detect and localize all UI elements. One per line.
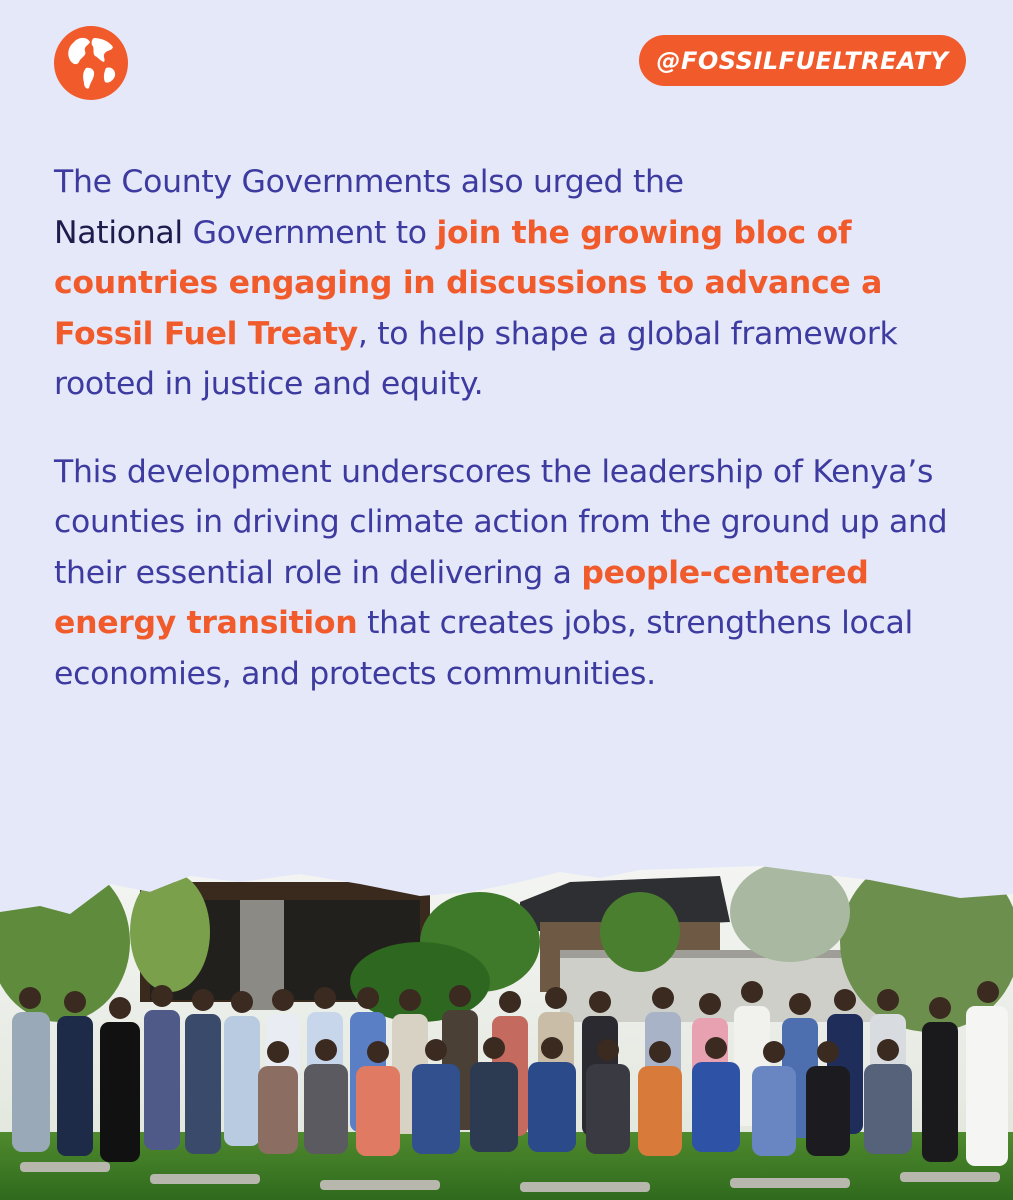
p1-text-1: The County Governments also urged the: [54, 164, 684, 200]
p2-highlight: people-centered energy transition: [54, 554, 869, 641]
paragraph-2: [54, 447, 954, 700]
p2-text-1: This development underscores the leadership of Kenya’s counties in driving climate action from the ground up and their essential role in delivering a: [54, 453, 948, 591]
social-handle-badge[interactable]: @FOSSILFUELTREATY: [639, 35, 966, 86]
p1-text-2: National: [54, 214, 183, 251]
p2-text-2: that creates jobs, strengthens local economies, and protects communities.: [54, 605, 913, 692]
p1-text-4: , to help shape a global framework rooted in justice and equity.: [54, 315, 898, 402]
globe-icon: [54, 26, 128, 100]
body-text: [54, 157, 954, 736]
p1-text-3: Government to: [182, 214, 437, 251]
group-photo-image: [0, 862, 1013, 1200]
paragraph-1: [54, 157, 954, 410]
p1-highlight: join the growing bloc of countries engaging in discussions to advance a Fossil Fuel Treaty: [54, 214, 883, 352]
